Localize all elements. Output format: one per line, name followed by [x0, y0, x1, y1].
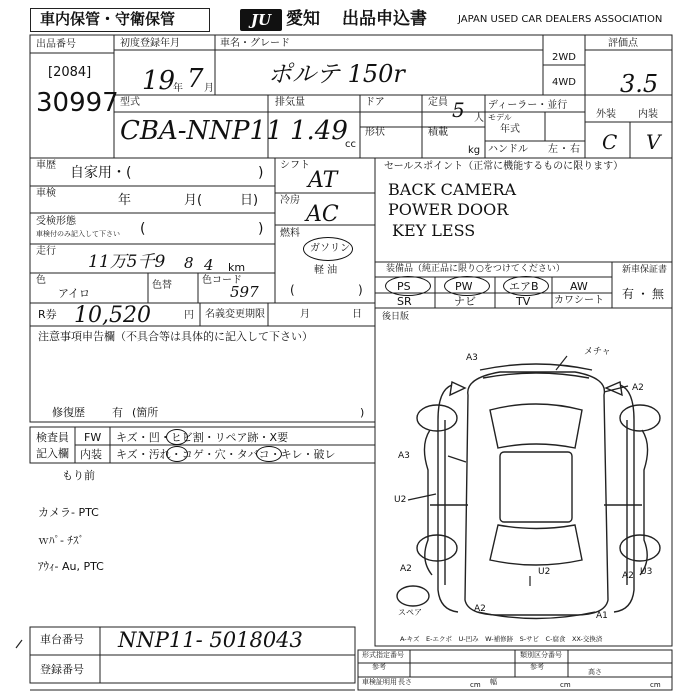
lot-label: 出品番号 [36, 39, 76, 50]
interior-label: 内装 [638, 109, 658, 120]
inspector-extra: もり前 [62, 469, 95, 482]
form-height: 高さ [588, 668, 602, 676]
diagram-mark-11: A2 [622, 571, 634, 581]
mileage-value3: 4 [204, 256, 214, 274]
fuel-open: ( [290, 283, 295, 297]
selling-point-3: KEY LESS [392, 221, 476, 240]
car-name-label: 車名・グレード [220, 38, 290, 49]
fuel-gasoline-circle [303, 237, 353, 261]
capacity-value: 5 [452, 98, 465, 122]
region-label: 愛知 [286, 9, 320, 29]
handwritten-note-3: ｱｳｨ- Au, PTC [38, 560, 104, 573]
registration-month-unit: 月 [204, 83, 214, 94]
shape-label: 形状 [365, 127, 385, 138]
registration-year-unit: 年 [173, 83, 183, 94]
warranty-label: 新車保証書 [622, 265, 668, 275]
model-label: 型式 [120, 97, 140, 108]
form-type-label: 形式指定番号 [362, 651, 404, 659]
mileage-value2: 8 [184, 254, 194, 272]
recycle-value: 10,520 [74, 303, 151, 328]
name-change-month: 月 [300, 309, 310, 320]
evaluation-score: 3.5 [620, 70, 659, 98]
handwritten-note-2: ｗﾊﾟ- ﾁｽﾞ [38, 534, 84, 547]
selling-points-label: セールスポイント（正常に機能するものに限ります） [384, 161, 624, 172]
acceptance-note: 車検付のみ記入して下さい [36, 230, 120, 238]
form-ref-2: 参考 [530, 663, 544, 671]
handle-left: 左 [548, 144, 558, 155]
selling-point-1: BACK CAMERA [388, 180, 517, 199]
interior-grade: V [646, 130, 661, 154]
form-title: 出品申込書 [342, 9, 427, 29]
color-label: 色 [36, 275, 46, 286]
diagram-mark-3: A2 [632, 383, 644, 393]
load-label: 積載 [428, 127, 448, 138]
reg-number-label: 登録番号 [40, 663, 84, 676]
equip-airbag: エアB [509, 280, 539, 293]
rear-label: 後日版 [382, 312, 410, 322]
handwritten-lines [16, 353, 628, 648]
recycle-label: R券 [38, 308, 57, 321]
color-code-label: 色コード [202, 275, 242, 286]
repair-location: (箇所 [132, 406, 159, 419]
dealer-label: ディーラー・並行 [488, 100, 568, 111]
car-name-value: ポルテ 150r [268, 60, 405, 88]
selling-point-2: POWER DOOR [388, 200, 509, 219]
equip-navi: ナビ [454, 295, 476, 308]
repair-has: 有 [112, 406, 123, 419]
name-change-day: 日 [352, 309, 362, 320]
displacement-unit: cc [345, 139, 356, 150]
diagram-mark-9: U3 [640, 567, 653, 577]
registration-month: 7 [187, 64, 204, 94]
inspector-int-items: キズ・汚れ・コゲ・穴・タバコ・キレ・破レ [116, 448, 336, 461]
acceptance-close: ) [258, 221, 264, 237]
handle-right: 右 [570, 144, 580, 155]
model-year-label: 年式 [500, 124, 520, 135]
fuel-label: 燃料 [280, 228, 300, 239]
form-ref-1: 参考 [372, 663, 386, 671]
handle-label: ハンドル [488, 144, 528, 155]
exterior-label: 外装 [596, 109, 616, 120]
form-width-unit: cm [560, 681, 571, 689]
chassis-value: NNP11- 5018043 [118, 628, 303, 652]
warranty-sep: ・ [637, 287, 650, 301]
car-outline [397, 364, 660, 619]
usage-value: 自家用・( [70, 165, 132, 181]
diagram-mark-6: A2 [400, 564, 412, 574]
warranty-yes: 有 [622, 287, 635, 301]
form-length-unit: cm [470, 681, 481, 689]
diagram-mark-4: A3 [398, 451, 410, 461]
equip-tv: TV [516, 295, 531, 308]
inspection-year: 年 [118, 193, 132, 208]
association-name: JAPAN USED CAR DEALERS ASSOCIATION [458, 14, 663, 25]
aircon-value: AC [306, 202, 339, 227]
color-code: 597 [230, 283, 259, 301]
diagram-mark-8: A2 [474, 604, 486, 614]
equip-ps-circle [385, 276, 431, 296]
form-class-label: 類別区分番号 [520, 651, 562, 659]
load-unit: kg [468, 145, 481, 156]
inspection-day: 日) [240, 193, 259, 208]
inspector-interior: 内装 [80, 448, 102, 461]
inspector-fw: FW [84, 431, 102, 444]
acceptance-label: 受検形態 [36, 216, 76, 227]
registration-label: 初度登録年月 [120, 38, 180, 49]
usage-label: 車歴 [36, 160, 56, 171]
repair-close: ) [360, 406, 365, 419]
handle-sep: ・ [559, 144, 569, 155]
equip-airbag-circle [503, 276, 549, 296]
equip-sr: SR [397, 295, 412, 308]
lot-sub-number: [2084] [48, 65, 92, 80]
inspection-label: 車検 [36, 188, 56, 199]
inspector-label-2: 記入欄 [36, 447, 69, 460]
model-value: CBA-NNP11 [120, 116, 283, 146]
usage-close: ) [258, 165, 264, 181]
inspection-month: 月( [184, 193, 203, 208]
diagram-mark-5: U2 [394, 495, 407, 505]
form-width: 幅 [490, 678, 497, 686]
name-change-label: 名義変更期限 [205, 309, 265, 320]
diagram-mark-2: メチャ [584, 347, 611, 357]
displacement-label: 排気量 [275, 97, 305, 108]
inspector-circle-3 [256, 446, 282, 462]
equip-ps: PS [397, 280, 411, 293]
equip-pw: PW [455, 280, 473, 293]
color-value: アイロ [58, 287, 91, 300]
drive-4wd: 4WD [552, 77, 576, 88]
repair-label: 修復歴 [52, 406, 85, 419]
diagram-mark-7: U2 [538, 567, 551, 577]
displacement-value: 1.49 [290, 116, 348, 146]
exterior-grade: C [602, 130, 618, 154]
inspector-circle-2 [166, 446, 188, 462]
acceptance-open: ( [140, 221, 146, 237]
mileage-label: 走行 [36, 246, 56, 257]
shift-label: シフト [280, 160, 310, 171]
form-length: 長さ [398, 678, 412, 686]
equip-seat: カワシート [554, 295, 604, 306]
chassis-label: 車台番号 [40, 633, 84, 646]
handwritten-note-1: カメラ- PTC [38, 506, 99, 519]
ju-logo-text: JU [250, 11, 272, 29]
inspector-fw-items: キズ・凹・ヒビ割・リペア跡・X要 [116, 431, 289, 444]
form-cert-label: 車検証明用 [362, 678, 397, 686]
evaluation-label: 評価点 [608, 38, 638, 49]
fuel-gasoline: ガソリン [310, 243, 350, 254]
damage-legend: A-キズ E-エクボ U-凹み W-補修跡 S-サビ C-腐食 XX-交換済 [400, 635, 603, 643]
lot-number: 30997 [36, 88, 119, 118]
model-year-label-top: モデル [488, 113, 512, 122]
fuel-diesel: 軽 油 [314, 265, 338, 276]
storage-text: 車内保管・守衛保管 [40, 10, 176, 28]
mileage-value: 11万5千9 [88, 252, 166, 272]
capacity-unit: 人 [474, 113, 484, 124]
drive-2wd: 2WD [552, 52, 576, 63]
recycle-unit: 円 [184, 310, 194, 321]
inspector-label-1: 検査員 [36, 431, 69, 444]
color-change-label: 色替 [152, 280, 172, 291]
spare-label: スペア [398, 608, 422, 617]
form-height-unit: cm [650, 681, 661, 689]
equip-pw-circle [444, 276, 490, 296]
mileage-unit: km [228, 261, 246, 274]
registration-year: 19 [142, 66, 176, 96]
inspector-circle-1 [166, 429, 188, 445]
warranty-no: 無 [652, 287, 665, 301]
fuel-close: ) [358, 283, 363, 297]
diagram-mark-1: A3 [466, 353, 478, 363]
door-label: ドア [365, 97, 385, 108]
shift-value: AT [308, 168, 338, 193]
equip-aw: AW [570, 280, 588, 293]
aircon-label: 冷房 [280, 195, 300, 206]
notes-label: 注意事項申告欄（不具合等は具体的に記入して下さい） [38, 330, 313, 343]
equipment-label: 装備品（純正品に限り○をつけてください） [386, 264, 565, 274]
capacity-label: 定員 [428, 97, 448, 108]
diagram-mark-10: A1 [596, 611, 608, 621]
